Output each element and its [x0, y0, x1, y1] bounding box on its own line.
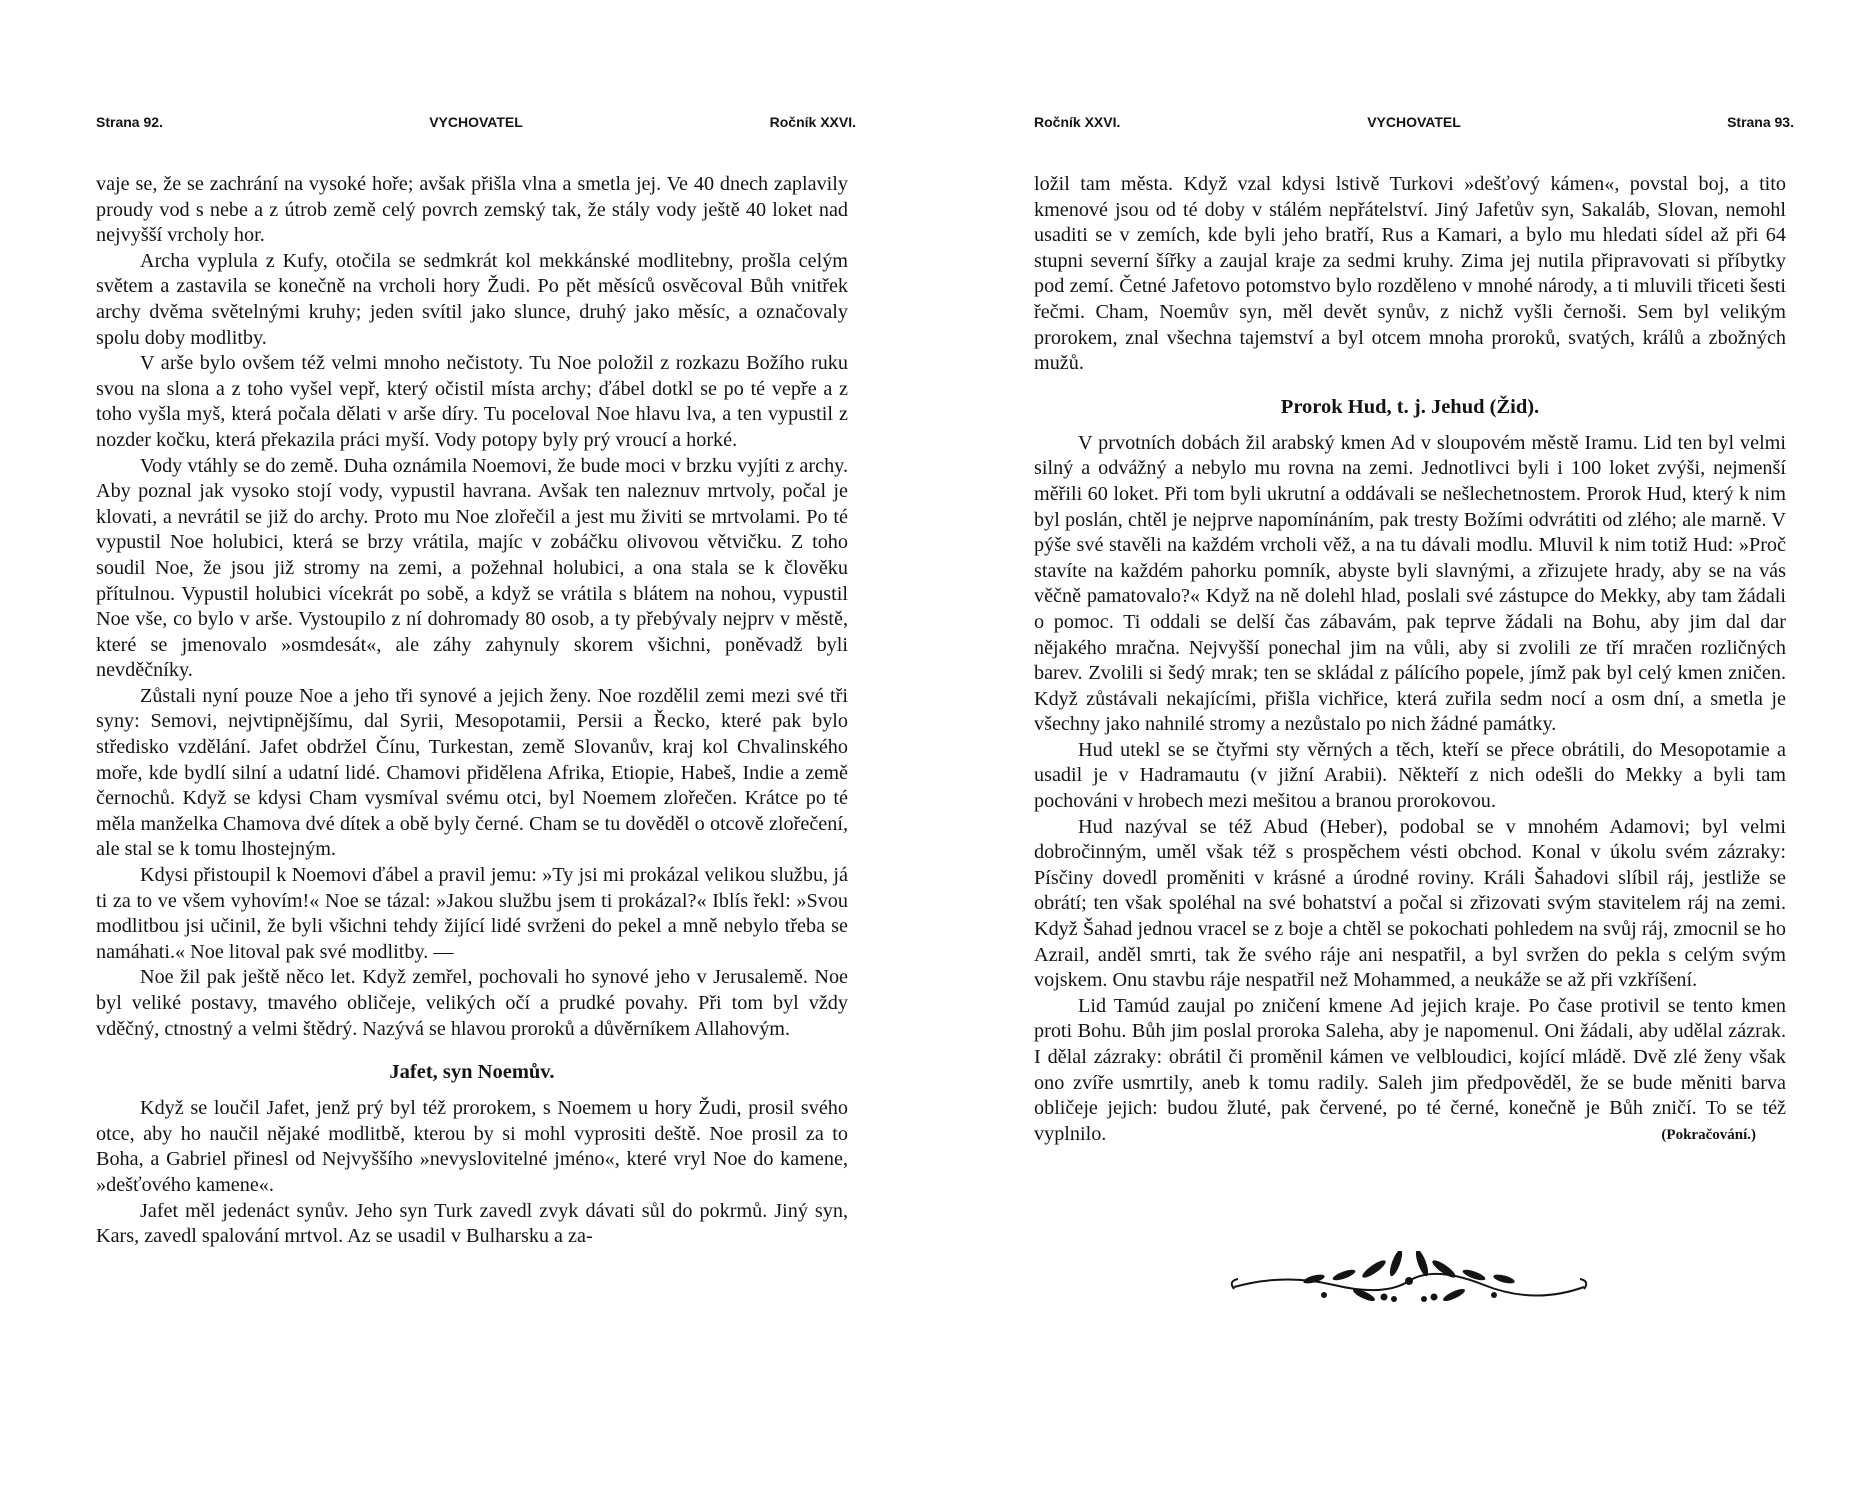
paragraph: Vody vtáhly se do země. Duha oznámila Noemovi, že bude moci v brzku vyjíti z archy. Aby poznal jak vysoko stojí vody, vypustil havrana. Avšak ten naleznuv mrtvoly, počal je klovati, a nevrátil se již do archy. Proto mu Noe zlořečil a jest mu živiti se mrtvolami. Po té vypustil Noe holubici, která se brzy vrátila, majíc v zobáčku olivovou větvičku. Z toho soudil Noe, že jsou již stromy na zemi, a požehnal holubici, a ona stala se k člověku přítulnou. Vypustil holubici vícekrát po sobě, a když se vrátila s blátem na nohou, vypustil Noe vše, co bylo v arše. Vystoupilo z ní dohromady 80 osob, a ty přebývaly nejprv v městě, které se jmenovalo »osmdesát«, ale záhy zahynuly skorem všichni, poněvadž byli nevděčníky.: [96, 454, 848, 682]
paragraph: Když se loučil Jafet, jenž prý byl též prorokem, s Noemem u hory Žudi, prosil svého otce, aby ho naučil nějaké modlitbě, kterou by si mohl vyprositi deště. Noe prosil za to Boha, a Gabriel přinesl od Nejvyššího »nevyslovitelné jméno«, které vryl Noe do kamene, »dešťového kamene«.: [96, 1097, 848, 1196]
paragraph: Zůstali nyní pouze Noe a jeho tři synové a jejich ženy. Noe rozdělil zemi mezi své tři syny: Semovi, nejvtipnějšímu, dal Syrii, Mesopotamii, Persii a Řecko, které pak bylo středisko vzdělání. Jafet obdržel Čínu, Turkestan, země Slovanův, kraj kol Chvalinského moře, kde bydlí silní a udatní lidé. Chamovi přidělena Afrika, Etiopie, Habeš, Indie a země černochů. Když se kdysi Cham vysmíval svému otci, byl Noemem zlořečen. Krátce po té měla manželka Chamova dvé dítek a obě byly černé. Cham se tu dověděl o otcově zlořečení, ale stal se k tomu lhostejným.: [96, 684, 848, 861]
right-volume: Ročník XXVI.: [1034, 114, 1121, 130]
right-page-number: Strana 93.: [1727, 114, 1794, 130]
right-journal-title: VYCHOVATEL: [1367, 114, 1461, 130]
left-volume: Ročník XXVI.: [769, 114, 856, 130]
paragraph: Kdysi přistoupil k Noemovi ďábel a pravil jemu: »Ty jsi mi prokázal velikou službu, já ti za to ve všem vyhovím!« Noe se tázal: »Jakou službu jsem ti prokázal?« Iblís řekl: »Svou modlitbou jsi učinil, že byli všichni tehdy žijící lidé svrženi do pekel a mně nebylo třeba se namáhati.« Noe litoval pak své modlitby. —: [96, 864, 848, 963]
paragraph: Jafet měl jedenáct synův. Jeho syn Turk zavedl zvyk dávati sůl do pokrmů. Jiný syn, Kars, zavedl spalování mrtvol. Az se usadil v Bulharsku a za-: [96, 1199, 848, 1248]
paragraph: vaje se, že se zachrání na vysoké hoře; avšak přišla vlna a smetla jej. Ve 40 dnech zaplavily proudy vod s nebe a z útrob země celý povrch zemský tak, že stály vody ještě 40 loket nad nejvyšší vrcholy hor.: [96, 173, 848, 247]
left-running-header: [96, 114, 856, 136]
paragraph: ložil tam města. Když vzal kdysi lstivě Turkovi »dešťový kámen«, povstal boj, a tito kmenové jsou od té doby v stálém nepřátelství. Jiný Jafetův syn, Sakaláb, Slovan, nemohl usaditi se v zemích, kde byli jeho bratří, Rus a Kamari, a bylo mu hledati sídel až při 64 stupni severní šířky a zaujal kraje za sedmi kruhy. Zima jej nutila připravovati si příbytky pod zemí. Četné Jafetovo potomstvo bylo rozděleno v mnohé národy, a ti mluvili třiceti šesti řečmi. Cham, Noemův syn, měl devět synův, z nichž vyšli černoši. Sem byl velikým prorokem, znal všechna tajemství a byl otcem mnoha proroků, svatých, králů a zbožných mužů.: [1034, 173, 1786, 375]
floral-vignette-icon: [1224, 1251, 1594, 1311]
paragraph: Hud nazýval se též Abud (Heber), podobal se v mnohém Adamovi; byl velmi dobročinným, uměl však též s prospěchem vésti obchod. Konal v úkolu svém zázraky: Písčiny dovedl proměniti v krásné a úrodné roviny. Králi Šahadovi slíbil ráj, jestliže se obrátí; ten však spoléhal na své bohatství a počal si zřizovati svým stavitelem ráj na zemi. Když Šahad jednou vracel se z boje a chtěl se pokochati pohledem na svůj ráj, zmocnil se ho Azrail, anděl smrti, tak že svého ráje ani nespatřil, a byl svržen do pekla s celým svým vojskem. Onu stavbu ráje nespatřil než Mohammed, a neukáže se až při vzkříšení.: [1034, 815, 1786, 992]
paragraph: Lid Tamúd zaujal po zničení kmene Ad jejich kraje. Po čase protivil se tento kmen proti Bohu. Bůh jim poslal proroka Saleha, aby je napomenul. Oni žádali, aby udělal zázrak. I dělal zázraky: obrátil či proměnil kámen ve velbloudici, kojící mládě. Dvě zlé ženy však ono zvíře usmrtily, aneb k tomu radily. Saleh jim předpověděl, že se bude měniti barva obličeje jejich: budou žluté, pak červené, po té černé, konečně je Bůh zničí. To se též vyplnilo.: [1034, 994, 1786, 1145]
paragraph: V arše bylo ovšem též velmi mnoho nečistoty. Tu Noe položil z rozkazu Božího ruku svou na slona a z toho vyšel vepř, který očistil místa archy; ďábel dotkl se po té vepře a z toho vyšla myš, která počala dělati v arše díry. Tu poceloval Noe hlavu lva, a ten vypustil z nozder kočku, která překazila práci myší. Vody potopy byly prý vroucí a horké.: [96, 352, 848, 451]
section-title-jafet: Jafet, syn Noemův.: [389, 1061, 555, 1084]
left-page-number: Strana 92.: [96, 114, 163, 130]
paragraph: V prvotních dobách žil arabský kmen Ad v sloupovém městě Iramu. Lid ten byl velmi silný a odvážný a nebylo mu rovna na zemi. Jednotlivci byli i 100 loket zvýši, nejmenší měřili 60 loket. Při tom byli ukrutní a oddávali se nešlechetnostem. Prorok Hud, který k nim byl poslán, chtěl je nejprve napomínáním, pak tresty Božími odvrátiti od zlého; ale marně. V pýše své stavěli na každém vrcholi věž, a na tu dávali modlu. Mluvil k nim totiž Hud: »Proč stavíte na každém pahorku pomník, abyste byli slavnými, a zřizujete hrady, aby se na vás věčně pamatovalo?« Když na ně dolehl hlad, poslali své zástupce do Mekky, aby tam žádali o pomoc. Ti oddali se delší čas zábavám, pak teprve žádali na Bohu, aby jim dal dar nějakého mračna. Nejvyšší ponechal jim na vůli, aby si zvolili ze tří mračen rozličných barev. Zvolili si šedý mrak; ten se skládal z pálícího popele, jímž pak byl celý kmen zničen. Když zůstávali nekajícími, přišla vichřice, která zuřila sedm nocí a osm dní, a smetla je všechny jako nahnilé stromy a nezůstalo po nich žádné památky.: [1034, 431, 1786, 736]
paragraph: Archa vyplula z Kufy, otočila se sedmkrát kol mekkánské modlitebny, prošla celým světem a zastavila se konečně na vrcholi hory Žudi. Po pět měsíců osvěcoval Bůh vnitřek archy dvěma světelnými kruhy; jeden svítil jako slunce, druhý jako měsíc, a označovaly spolu doby modlitby.: [96, 249, 848, 349]
left-journal-title: VYCHOVATEL: [429, 114, 523, 130]
left-text-column: [96, 172, 848, 1250]
paragraph: Hud utekl se se čtyřmi sty věrných a těch, kteří se přece obrátili, do Mesopotamie a usadil je v Hadramautu (v jižní Arabii). Někteří z nich odešli do Mekky a byli tam pochováni v hrobech mezi mešitou a branou prorokovou.: [1034, 738, 1786, 813]
right-text-column: [1034, 172, 1786, 1147]
right-running-header: [1034, 114, 1794, 136]
continuation-note: (Pokračování.): [1661, 1127, 1756, 1144]
paragraph: Noe žil pak ještě něco let. Když zemřel, pochovali ho synové jeho v Jerusalemě. Noe byl veliké postavy, tmavého obličeje, velikých očí a prudké povahy. Při tom byl vždy vděčný, ctnostný a velmi štědrý. Nazývá se hlavou proroků a důvěrníkem Allahovým.: [96, 966, 848, 1040]
section-title-hud: Prorok Hud, t. j. Jehud (Žid).: [1280, 395, 1540, 418]
